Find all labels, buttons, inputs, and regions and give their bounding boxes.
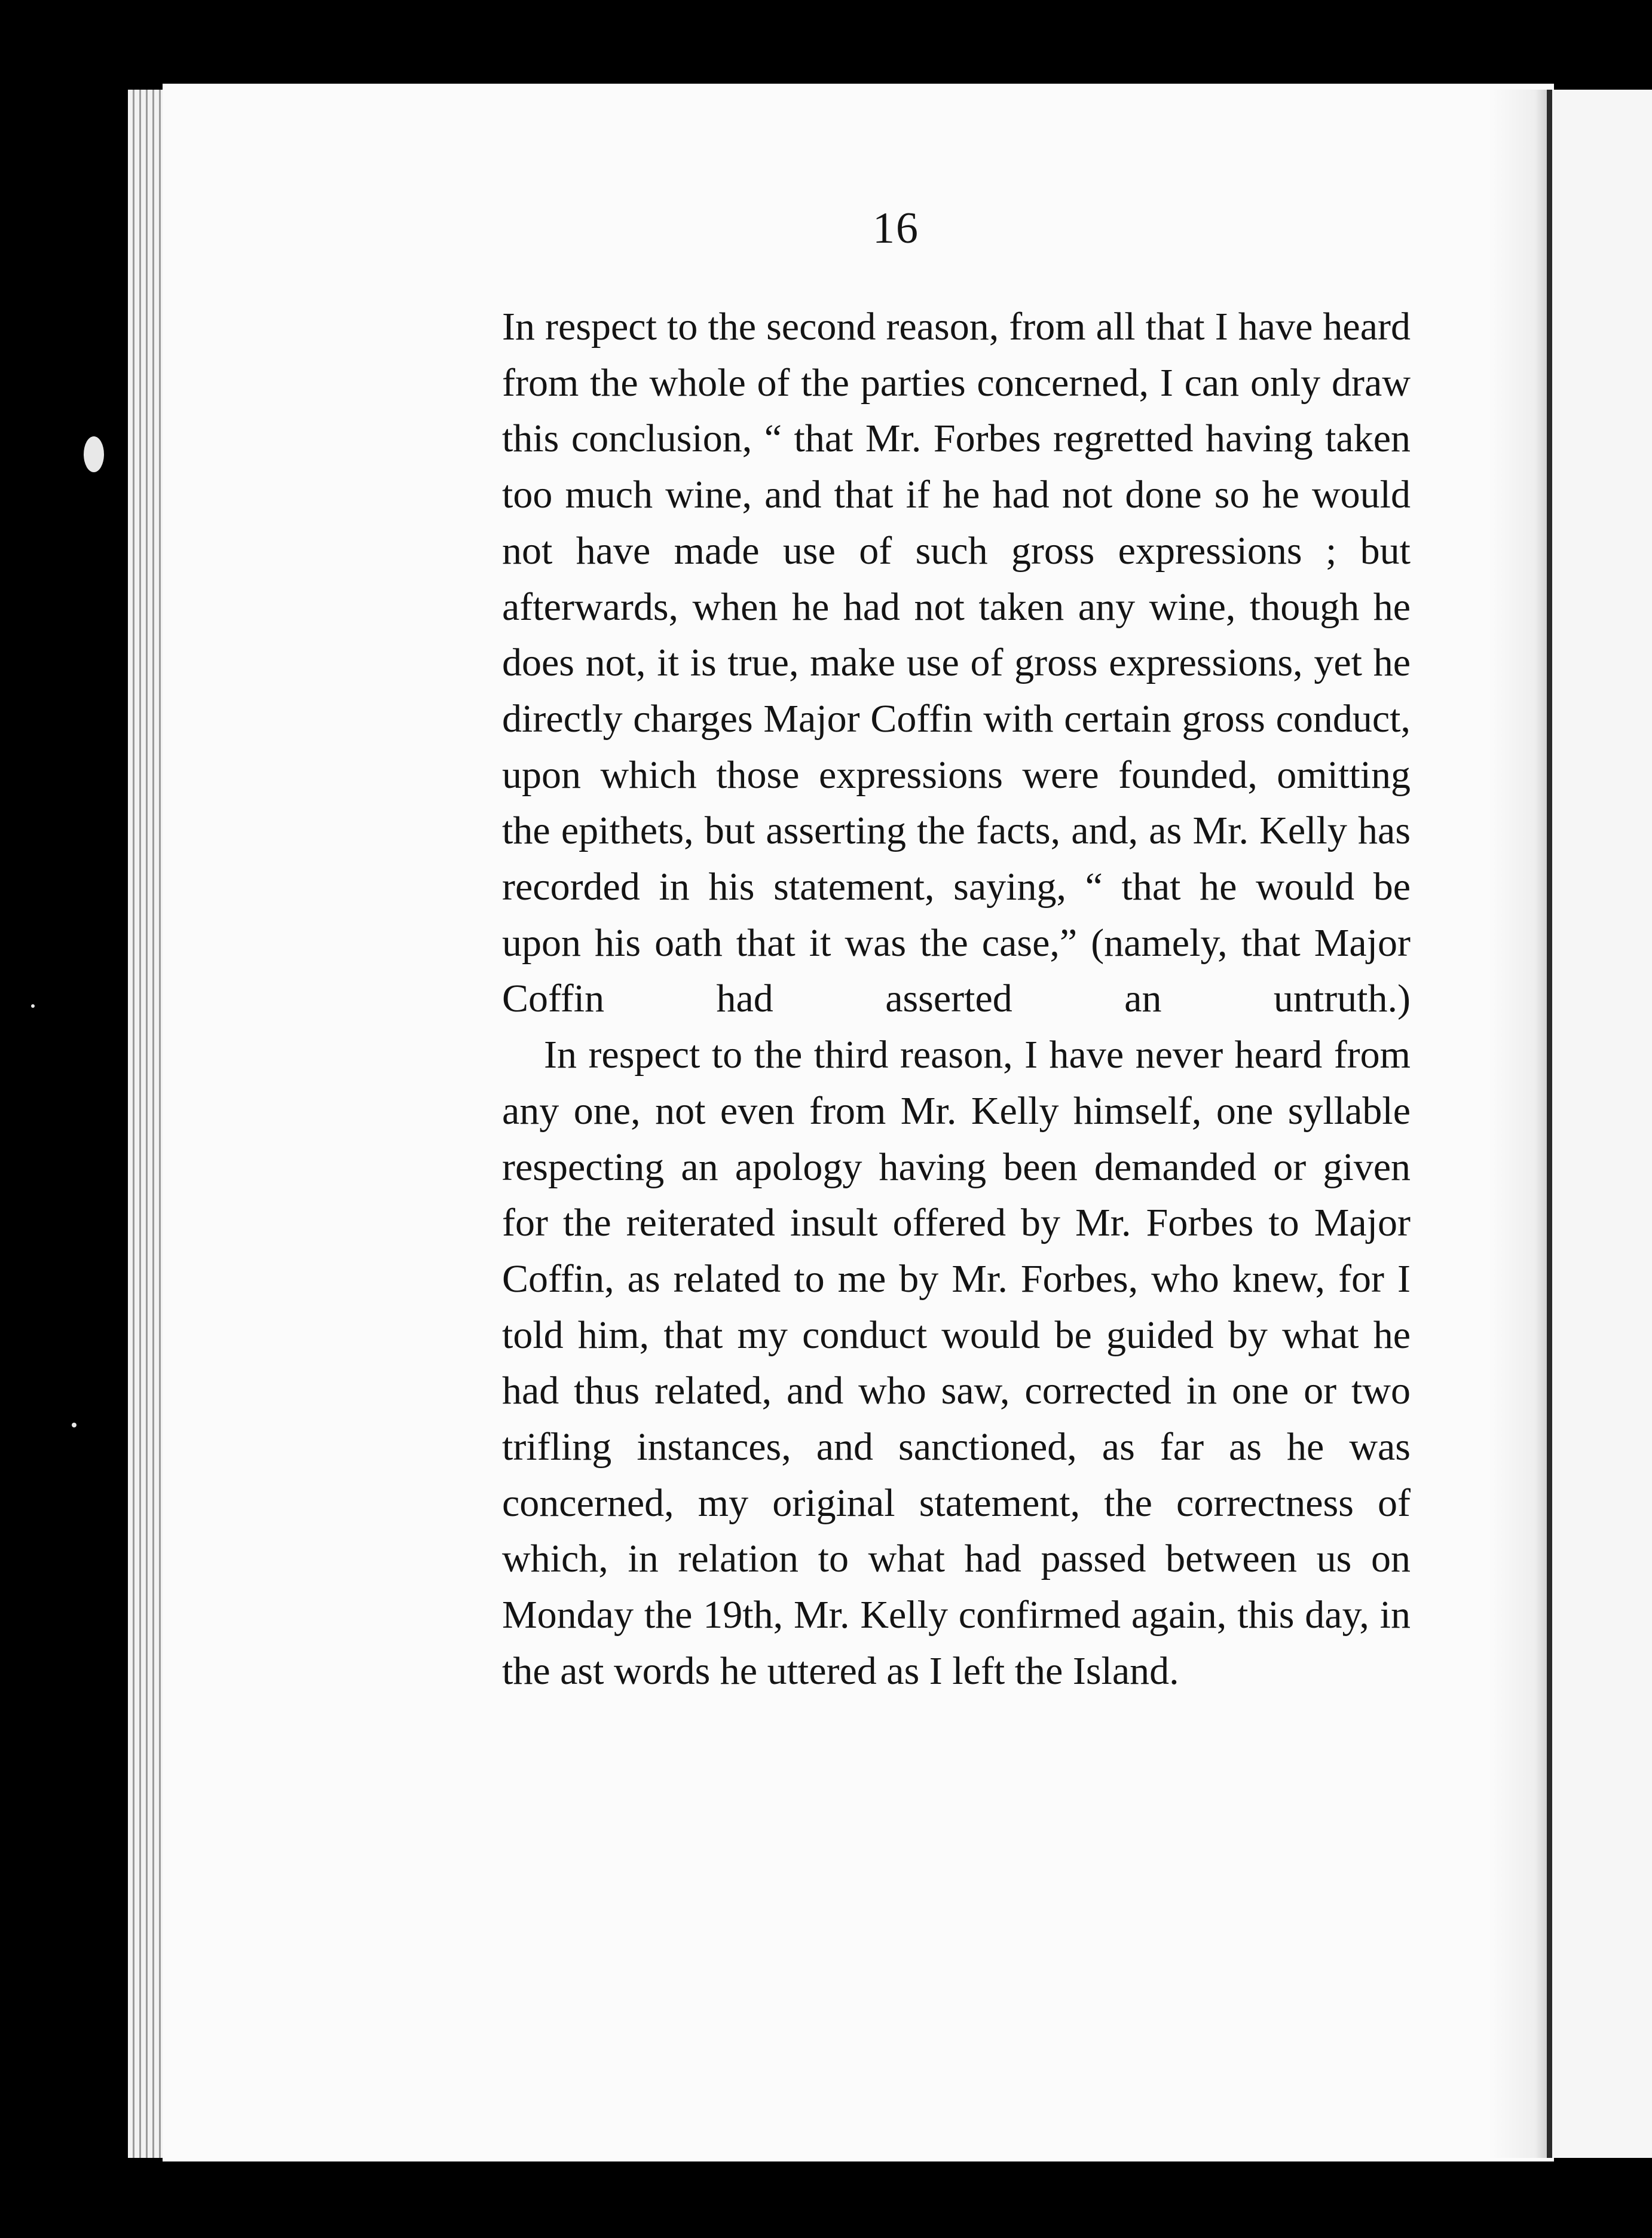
paragraph: In respect to the second reason, from all that I have heard from the whole of the parties concerned, I can only draw this conclusion, “ that Mr. Forbes regretted having taken too much wine, and that if he had not done so he would not have made use of such gross expressions ; but afterwards, when he had not taken any wine, though he does not, it is true, make use of gross expressions, yet he directly charges Major Coffin with certain gross conduct, upon which those expressions were founded, omitting the epithets, but asserting the facts, and, as Mr. Kelly has recorded in his statement, saying, “ that he would be upon his oath that it was the case,” (namely, that Major Coffin had asserted an untruth.) <box>502 305 1411 1021</box>
paragraph: In respect to the third reason, I have never heard from any one, not even from Mr. Kelly himself, one syllable respecting an apology having been demanded or given for the reiterated insult offered by Mr. Forbes to Major Coffin, as related to me by Mr. Forbes, who knew, for I told him, that my conduct would be guided by what he had thus related, and who saw, corrected in one or two trifling instances, and sanctioned, as far as he was concerned, my original statement, the correctness of which, in relation to what had passed between us on Monday the 19th, Mr. Kelly confirmed again, this day, in the ast words he uttered as I left the Island. <box>502 1033 1411 1693</box>
facing-page-edge <box>1552 90 1652 2158</box>
page-text <box>502 299 1411 1699</box>
scan-speck <box>31 1004 35 1008</box>
page-edges <box>128 90 166 2158</box>
page-number: 16 <box>873 204 919 253</box>
page-fold <box>1547 90 1552 2158</box>
scan-speck <box>72 1423 77 1427</box>
scan-speck <box>84 436 104 472</box>
